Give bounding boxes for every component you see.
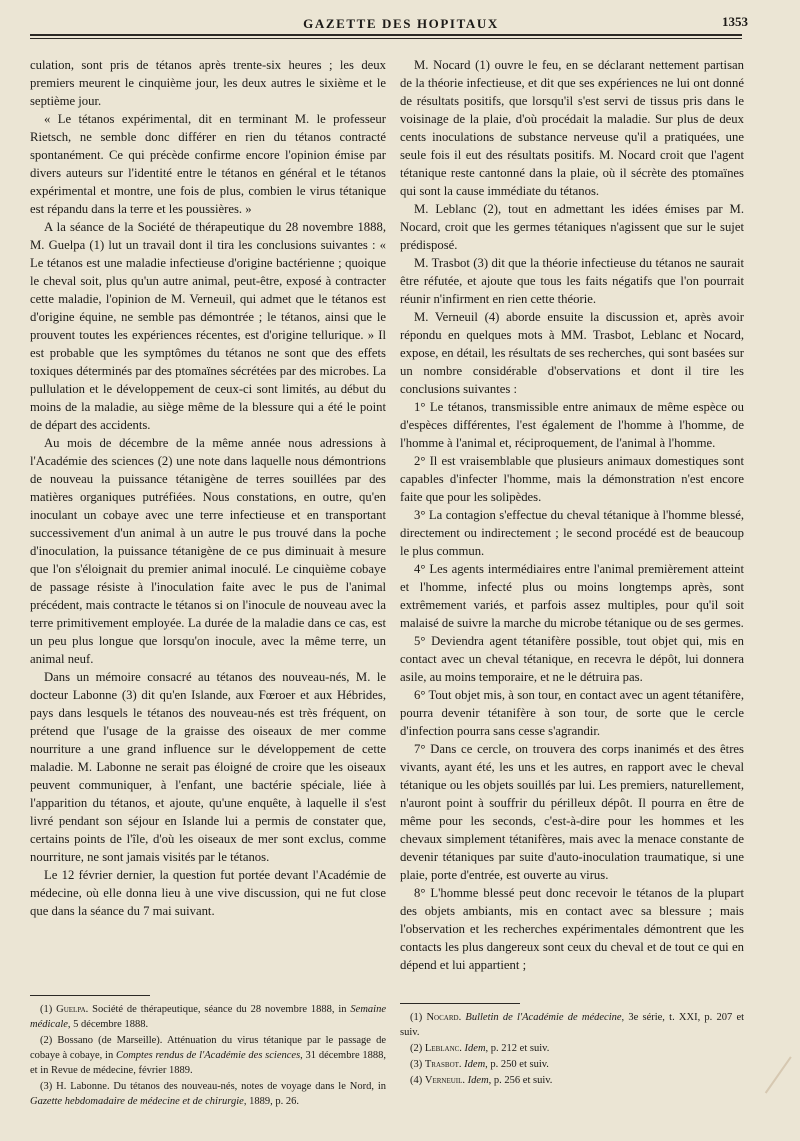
paragraph: culation, sont pris de tétanos après trente-six heures ; les deux premiers meurent le cinquième jour, les deux autres le sixième et le septième jour. <box>30 58 386 108</box>
header-rule-thin <box>30 38 742 39</box>
left-column <box>30 56 386 920</box>
paragraph: Au mois de décembre de la même année nous adressions à l'Académie des sciences (2) une note dans laquelle nous démontrions de nouveau la puissance tétanigène de terres souillées par des matières organiques putréfiées. Nous constations, en outre, qu'en inoculant un cobaye avec une terre infectieuse et en transportant successivement d'un animal à un autre le pus trouvé dans la poche d'inoculation, la puissance tétanigène de ce pus diminuait à mesure que l'on s'éloignait du premier animal inoculé. Le cinquième cobaye de passage résiste à l'inoculation faite avec le pus de l'animal précédent, mais contracte le tétanos si on l'inocule de nouveau avec la terre primitivement employée. La durée de la maladie dans ce cas, est un peu plus longue que lorsqu'on inocule, avec la même terre, un animal neuf. <box>30 436 386 666</box>
paragraph: « Le tétanos expérimental, dit en terminant M. le professeur Rietsch, ne semble donc différer en rien du tétanos contracté spontanément. Ce qui précède confirme encore l'opinion émise par divers auteurs sur l'identité entre le tétanos en général et le tétanos expérimental et montre, une fois de plus, combien le virus tétanique est répandu dans la terre et les poussières. » <box>30 112 386 216</box>
footnote: (4) Verneuil. Idem, p. 256 et suiv. <box>410 1075 553 1086</box>
footnote: (3) Trasbot. Idem, p. 250 et suiv. <box>410 1059 549 1070</box>
paper-mark <box>765 1056 800 1101</box>
right-column <box>400 56 744 974</box>
paragraph: Le 12 février dernier, la question fut portée devant l'Académie de médecine, où elle donna lieu à une vive discussion, qui ne fut close que dans la séance du 7 mai suivant. <box>30 868 386 918</box>
paragraph: 6° Tout objet mis, à son tour, en contact avec un agent tétanifère, pourra devenir tétanifère à son tour, de sorte que le cercle d'infection pourra sans cesse s'agrandir. <box>400 688 744 738</box>
paragraph: A la séance de la Société de thérapeutique du 28 novembre 1888, M. Guelpa (1) lut un travail dont il tira les conclusions suivantes : « Le tétanos est une maladie infectieuse d'origine bactérienne ; quoique le cheval soit, plus qu'un autre animal, peut-être, exposé à contracter cette maladie, l'opinion de M. Verneuil, qui admet que le tétanos est d'origine équine, ne semble pas démontrée ; le tétanos, ainsi que le prouvent toutes les expériences récentes, est d'origine tellurique. » Il est probable que les symptômes du tétanos ne sont que des effets toxiques déterminés par des ptomaïnes sécrétées par des microbes. La pullulation et le développement de ceux-ci sont limités, au début du moins de la maladie, au siège même de la blessure qui a été le point de départ des accidents. <box>30 220 386 432</box>
footnote: (1) Guelpa. Société de thérapeutique, séance du 28 novembre 1888, in Semaine médicale, 5 décembre 1888. <box>30 1004 386 1030</box>
running-title: GAZETTE DES HOPITAUX <box>303 16 499 31</box>
paragraph: M. Leblanc (2), tout en admettant les idées émises par M. Nocard, croit que les germes tétaniques n'agissent que sur le sujet prédisposé. <box>400 202 744 252</box>
paragraph: 8° L'homme blessé peut donc recevoir le tétanos de la plupart des objets ambiants, mis en contact avec sa blessure ; mais l'observation et les recherches expérimentales démontrent que les contacts les plus dangereux sont ceux du cheval et de tout ce qui en dépend et lui appartient ; <box>400 886 744 972</box>
page-header <box>54 16 748 46</box>
paragraph: Dans un mémoire consacré au tétanos des nouveau-nés, M. le docteur Labonne (3) dit qu'en Islande, aux Fœroer et aux Hébrides, pays dans lesquels le tétanos des nouveau-nés est très fréquent, on prétend que l'usage de la graisse des oiseaux de mer comme nourriture a une grand influence sur le développement de cette maladie. M. Labonne ne serait pas éloigné de croire que les oiseaux peuvent communiquer, à l'enfant, une bactérie spéciale, liée à l'apparition du tétanos, et ajoute, qu'une enquête, à laquelle il s'est livré pendant son séjour en Islande lui a permis de constater que, certains points de l'île, d'où les oiseaux de mer sont exclus, comme nourriture, ne sont jamais visités par le tétanos. <box>30 670 386 864</box>
paragraph: 4° Les agents intermédiaires entre l'animal premièrement atteint et l'homme, infecté plus ou moins longtemps après, sont extrêmement variés, et parfois assez multiples, pour qu'il soit malaisé de suivre la marche du microbe tétanique ou de ses germes. <box>400 562 744 630</box>
paragraph: 7° Dans ce cercle, on trouvera des corps inanimés et des êtres vivants, ayant été, les uns et les autres, en rapport avec le cheval tétanique ou les objets souillés par lui. Les premiers, naturellement, n'auront point à souffrir du périlleux dépôt. Il pourra en être de même pour les seconds, c'est-à-dire pour les hommes et les chevaux simplement tétanifères, mais avec la menace constante de devenir tétaniques par suite d'auto-inoculation traumatique, si une plaie, porte d'entrée, est ouverte au virus. <box>400 742 744 882</box>
footnote-rule <box>30 995 150 996</box>
left-footnotes <box>30 995 386 1110</box>
right-footnotes <box>400 1003 744 1089</box>
footnote: (3) H. Labonne. Du tétanos des nouveau-nés, notes de voyage dans le Nord, in Gazette hebdomadaire de médecine et de chirurgie, 1889, p. 26. <box>30 1081 386 1107</box>
paragraph: 1° Le tétanos, transmissible entre animaux de même espèce ou d'espèces différentes, l'est également de l'homme à l'homme, de l'homme à l'animal et, réciproquement, de l'animal à l'homme. <box>400 400 744 450</box>
page-number: 1353 <box>722 14 748 29</box>
paragraph: 2° Il est vraisemblable que plusieurs animaux domestiques sont capables d'infecter l'homme, mais la démonstration n'est encore faite que pour les solipèdes. <box>400 454 744 504</box>
footnote-rule <box>400 1003 520 1004</box>
paragraph: M. Trasbot (3) dit que la théorie infectieuse du tétanos ne saurait être réfutée, et ajoute que tous les faits négatifs que l'on pourrait réunir n'infirment en rien cette théorie. <box>400 256 744 306</box>
paragraph: 3° La contagion s'effectue du cheval tétanique à l'homme blessé, directement ou indirectement ; le second procédé est de beaucoup le plus commun. <box>400 508 744 558</box>
paragraph: M. Verneuil (4) aborde ensuite la discussion et, après avoir répondu en quelques mots à MM. Trasbot, Leblanc et Nocard, expose, en détail, les résultats de ses recherches, qui sont basées sur un nombre considérable d'observations et dont il tire les conclusions suivantes : <box>400 310 744 396</box>
paragraph: M. Nocard (1) ouvre le feu, en se déclarant nettement partisan de la théorie infectieuse, et dit que ses expériences ne lui ont donné de résultats positifs, que lorsqu'il s'est servi de tissus pris dans le voisinage de la plaie, d'où procédait la maladie. Sur plus de deux cents inoculations de substance nerveuse qu'il a pratiquées, une seule fois il eut des résultats positifs. M. Nocard croit que l'agent tétanique reste cantonné dans la plaie, où il sécrète des ptomaïnes qui sont la cause immédiate du tétanos. <box>400 58 744 198</box>
footnote: (2) Bossano (de Marseille). Atténuation du virus tétanique par le passage de cobaye à cobaye, in Comptes rendus de l'Académie des sciences, 31 décembre 1888, et in Revue de médecine, février 1889. <box>30 1035 387 1076</box>
footnote: (1) Nocard. Bulletin de l'Académie de médecine, 3e série, t. XXI, p. 207 et suiv. <box>400 1012 745 1038</box>
footnote: (2) Leblanc. Idem, p. 212 et suiv. <box>410 1043 550 1054</box>
header-rule-thick <box>30 34 742 36</box>
paragraph: 5° Deviendra agent tétanifère possible, tout objet qui, mis en contact avec un cheval tétanique, en recevra le dépôt, lui donnera asile, au moins temporaire, et ne le détruira pas. <box>400 634 744 684</box>
